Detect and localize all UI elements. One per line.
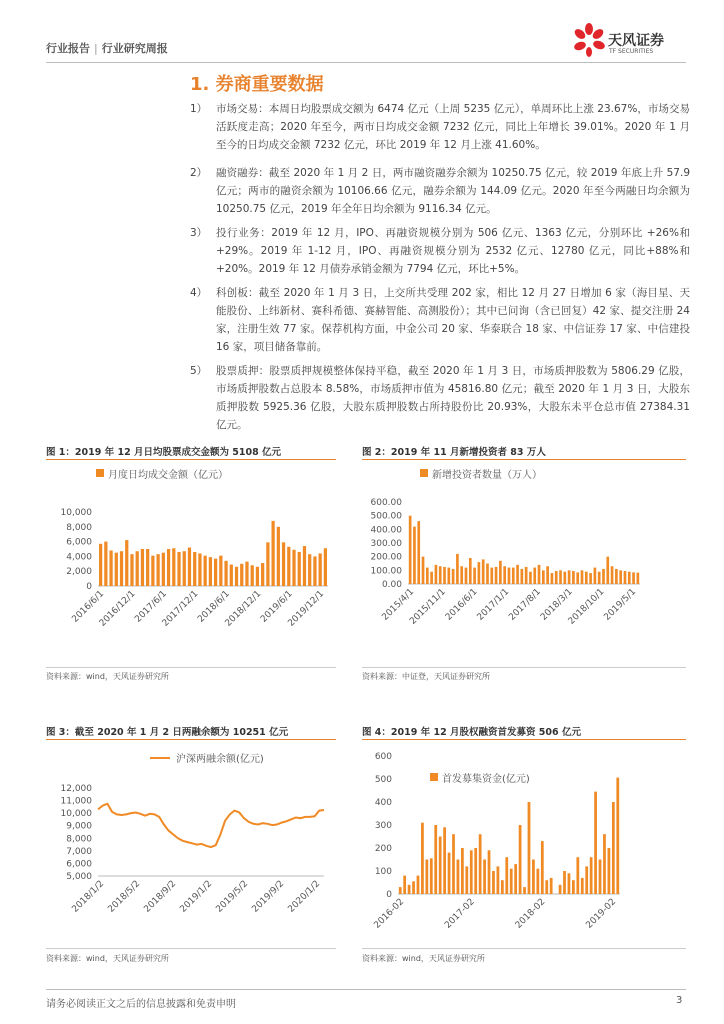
bar (563, 871, 566, 894)
bar (473, 568, 476, 584)
bar (568, 570, 571, 584)
x-tick-label: 2018/6/1 (196, 589, 232, 625)
figure-1-title-rule (46, 459, 336, 460)
bar (611, 566, 614, 584)
bar (628, 572, 631, 584)
bar (598, 572, 601, 584)
bar (521, 569, 524, 584)
bar (590, 857, 593, 894)
bar (430, 858, 433, 894)
brand-name-en: TF SECURITIES (609, 48, 654, 55)
footer-disclaimer: 请务必阅读正文之后的信息披露和免责申明 (46, 999, 236, 1010)
figure-2-source: 资料来源：中证登，天风证券研究所 (362, 672, 490, 681)
bar (448, 853, 451, 894)
bar (303, 546, 306, 586)
legend-swatch (420, 469, 428, 477)
bar (581, 878, 584, 894)
bar (313, 556, 316, 586)
bar (460, 566, 463, 584)
bar (245, 562, 248, 586)
bar (435, 565, 438, 584)
bar (637, 573, 640, 584)
bar (443, 827, 446, 894)
bar (120, 551, 123, 586)
paragraph-number: 2） (190, 167, 208, 179)
x-tick-label: 2019/5/1 (602, 587, 639, 623)
bar (572, 880, 575, 894)
y-tick-label: 500 (374, 775, 392, 785)
bar (585, 866, 588, 894)
header-breadcrumb (46, 40, 168, 56)
figure-4-chart (362, 742, 686, 950)
y-tick-label: 0.00 (381, 580, 402, 590)
bar (417, 521, 420, 584)
bar (426, 568, 429, 584)
bar (533, 568, 536, 584)
bar (499, 561, 502, 584)
bar (235, 567, 238, 586)
x-tick-label: 2019/9/2 (250, 879, 287, 915)
x-tick-label: 2019/6/1 (259, 589, 295, 625)
bar (308, 554, 311, 586)
bar (99, 544, 102, 586)
page-number: 3 (676, 995, 683, 1006)
bar (256, 567, 259, 586)
bar (482, 559, 485, 584)
figure-3-title-rule (46, 739, 336, 740)
figure-1-bottom-rule (46, 667, 336, 668)
paragraph-star-market (190, 284, 690, 356)
bar (519, 825, 522, 894)
y-tick-label: 8,000 (66, 522, 92, 533)
bar (546, 566, 549, 584)
y-tick-label: 600.00 (370, 498, 402, 508)
bar (538, 565, 541, 584)
bar (167, 549, 170, 586)
bar (602, 569, 605, 584)
x-tick-label: 2018-02 (513, 897, 548, 931)
bar (292, 550, 295, 586)
bar (443, 567, 446, 584)
bar (439, 566, 442, 584)
bar (559, 885, 562, 894)
bar (508, 568, 511, 584)
figure-2-bottom-rule (362, 667, 686, 668)
bar (417, 876, 420, 894)
paragraph-text: 投行业务：2019 年 12 月，IPO、再融资规模分别为 506 亿元、1363 亿元，分别环比 +26%和+29%。2019 年 1-12 月，IPO、再融资规模分别为 2532 亿元、12780 亿元，同比+88%和+20%。2019 年 12 月债券承销金额为 7794 亿元，环比+5%。 (216, 227, 690, 275)
bar (529, 572, 532, 584)
bar (282, 542, 285, 586)
bar (209, 557, 212, 586)
y-tick-label: 200 (374, 844, 392, 854)
bar (599, 860, 602, 895)
header-separator: | (94, 42, 98, 55)
x-tick-label: 2017/1/1 (475, 587, 512, 623)
x-tick-label: 2020/1/2 (286, 879, 323, 915)
figure-3-chart (46, 742, 336, 950)
y-tick-label: 5,000 (66, 872, 92, 882)
y-tick-label: 100.00 (370, 566, 402, 577)
bar (616, 778, 619, 894)
bar (151, 556, 154, 586)
y-tick-label: 400.00 (370, 525, 402, 536)
bar (555, 571, 558, 584)
bar (594, 792, 597, 894)
paragraph-market-trading (190, 100, 690, 154)
x-tick-label: 2018/12/1 (223, 589, 264, 629)
bar (425, 860, 428, 895)
bar (510, 869, 513, 894)
paragraph-text: 科创板：截至 2020 年 1 月 3 日，上交所共受理 202 家，相比 12 月 27 日增加 6 家（海目星、天能股份、上纬新材、赛科希德、赛赫智能、高测股份）；其中已问询（含已回复）42 家、提交注册 24 家，注册生效 77 家。保荐机构方面，中金公司 20 家、华泰联合 18 家、中信证券 17 家、中信建投 16 家，项目储备靠前。 (216, 287, 690, 353)
bar (439, 837, 442, 895)
bar (277, 527, 280, 586)
bar (606, 557, 609, 584)
bar (224, 561, 227, 586)
figure-2-title-rule (362, 459, 686, 460)
bar (452, 834, 455, 894)
bar (632, 572, 635, 584)
bar (624, 571, 627, 584)
bar (172, 548, 175, 586)
paragraph-number: 1） (190, 103, 208, 115)
series-line (98, 804, 324, 847)
bar (479, 834, 482, 894)
bar (403, 876, 406, 894)
bar (461, 848, 464, 894)
bar (528, 802, 531, 894)
x-tick-label: 2019/12/1 (286, 589, 327, 629)
y-tick-label: 6,000 (66, 859, 92, 870)
bar (492, 871, 495, 894)
bar (413, 527, 416, 584)
legend-label: 沪深两融余额(亿元) (176, 754, 264, 765)
bar (430, 572, 433, 584)
y-tick-label: 11,000 (60, 796, 92, 807)
bar (469, 558, 472, 584)
bar (532, 860, 535, 895)
bar (156, 554, 159, 586)
bar (478, 562, 481, 584)
bar (559, 570, 562, 584)
figure-3-bottom-rule (46, 948, 336, 949)
bar (497, 866, 500, 894)
bar (412, 881, 415, 894)
x-tick-label: 2018/3/1 (539, 587, 575, 623)
x-tick-label: 2018/5/2 (106, 879, 143, 915)
figure-2-chart (362, 462, 686, 672)
bar (214, 559, 217, 586)
bar (130, 554, 133, 586)
figure-1-source: 资料来源：wind，天风证券研究所 (46, 672, 169, 681)
paragraph-number: 5） (190, 365, 208, 377)
bar (193, 552, 196, 586)
x-tick-label: 2016-02 (372, 897, 407, 931)
y-tick-label: 400 (374, 798, 392, 808)
y-tick-label: 4,000 (66, 552, 92, 563)
paragraph-number: 4） (190, 287, 208, 299)
bar (572, 571, 575, 584)
bar (465, 568, 468, 584)
y-tick-label: 10,000 (60, 809, 92, 820)
y-tick-label: 300 (374, 821, 392, 831)
bar (615, 569, 618, 584)
bar (298, 552, 301, 586)
y-tick-label: 6,000 (66, 537, 92, 548)
header-subcategory: 行业研究周报 (101, 42, 168, 55)
footer-divider (46, 989, 686, 990)
legend-swatch (430, 773, 438, 781)
bar (183, 551, 186, 586)
bar (474, 848, 477, 894)
legend-label: 新增投资者数量（万人） (432, 470, 542, 481)
bar (399, 887, 402, 894)
y-tick-label: 9,000 (66, 821, 92, 832)
y-tick-label: 0 (86, 582, 92, 592)
bar (324, 548, 327, 586)
bar (589, 573, 592, 584)
y-tick-label: 7,000 (66, 846, 92, 857)
bar (483, 860, 486, 895)
bar (198, 553, 201, 586)
header-category: 行业报告 (46, 42, 90, 55)
bar (115, 553, 118, 586)
bar (230, 565, 233, 586)
bar (447, 568, 450, 584)
bar (421, 823, 424, 894)
x-tick-label: 2017-02 (443, 897, 477, 931)
bar (457, 860, 460, 895)
figure-1-chart (46, 462, 336, 672)
bar (608, 848, 611, 894)
bar (104, 542, 107, 586)
bar (550, 878, 553, 894)
bar (271, 521, 274, 586)
bar (619, 570, 622, 584)
bar (188, 548, 191, 586)
bar (525, 567, 528, 584)
x-tick-label: 2019/5/2 (214, 879, 251, 915)
figure-4-bottom-rule (362, 948, 686, 949)
paragraph-text: 融资融券：截至 2020 年 1 月 2 日，两市融资融券余额为 10250.75 亿元，较 2019 年底上升 57.9 亿元；两市的融资余额为 10106.66 亿元，融券余额为 144.09 亿元。2020 年至今两融日均余额为 10250.75 亿元，2019 年全年日均余额为 9116.34 亿元。 (216, 167, 690, 215)
x-tick-label: 2015/4/1 (380, 587, 417, 623)
bar (319, 553, 322, 586)
bar (545, 880, 548, 894)
x-tick-label: 2017/8/1 (507, 587, 543, 623)
bar (456, 554, 459, 584)
paragraph-text: 股票质押：股票质押规模整体保持平稳，截至 2020 年 1 月 3 日，市场质押股数为 5806.29 亿股，市场质押股数占总股本 8.58%，市场质押市值为 45816.80 亿元；截至 2020 年 1 月 3 日，大股东质押股数 5925.36 亿股，大股东质押股数占所持股份比 20.93%，大股东未平仓总市值 27384.31 亿元。 (216, 365, 690, 431)
bar (162, 553, 165, 586)
figure-3-title: 图 3：截至 2020 年 1 月 2 日两融余额为 10251 亿元 (46, 727, 289, 738)
bar (261, 563, 264, 586)
bar (146, 549, 149, 586)
bar (512, 568, 515, 584)
x-tick-label: 2018/9/2 (142, 879, 179, 915)
bar (523, 887, 526, 894)
bar (542, 570, 545, 584)
x-tick-label: 2016/12/1 (97, 589, 138, 629)
figure-2-title: 图 2：2019 年 11 月新增投资者 83 万人 (362, 447, 546, 458)
x-tick-label: 2017/12/1 (160, 589, 201, 629)
x-tick-label: 2018/10/1 (566, 587, 607, 627)
paragraph-text: 市场交易：本周日均股票成交额为 6474 亿元（上周 5235 亿元），单周环比上涨 23.67%，市场交易活跃度走高；2020 年至今，两市日均成交金额 7232 亿元，同比上年增长 39.01%。2020 年 1 月至今的日均成交金额 7232 亿元，环比 2019 年 12 月上涨 41.60%。 (216, 103, 690, 151)
bar (422, 557, 425, 584)
bar (576, 857, 579, 894)
bar (251, 565, 254, 586)
bar (516, 565, 519, 584)
bar (141, 549, 144, 586)
x-tick-label: 2018/1/2 (70, 879, 107, 915)
figure-3-source: 资料来源：wind，天风证券研究所 (46, 954, 169, 963)
bar (603, 834, 606, 894)
y-tick-label: 600 (374, 752, 392, 762)
bar (495, 567, 498, 584)
bar (488, 850, 491, 894)
y-tick-label: 200.00 (370, 552, 402, 563)
bar (219, 556, 222, 586)
bar (585, 572, 588, 584)
bar (551, 573, 554, 584)
x-tick-label: 2019/1/2 (178, 879, 215, 915)
x-tick-label: 2015/11/1 (408, 587, 448, 627)
bar (486, 564, 489, 585)
bar (240, 564, 243, 586)
figure-4-source: 资料来源：wind，天风证券研究所 (362, 954, 485, 963)
figure-4-title: 图 4：2019 年 12 月股权融资首发募资 506 亿元 (362, 727, 581, 738)
legend-swatch (96, 469, 104, 477)
y-tick-label: 2,000 (66, 567, 92, 578)
brand-name: 天风证券 (608, 33, 664, 49)
paragraph-stock-pledge (190, 362, 690, 434)
bar (109, 550, 112, 586)
bar (541, 841, 544, 894)
bar (568, 873, 571, 894)
section-title: 1. 券商重要数据 (190, 74, 324, 95)
x-tick-label: 2016/6/1 (443, 587, 480, 623)
bar (505, 857, 508, 894)
x-tick-label: 2017/6/1 (133, 589, 169, 625)
bar (136, 551, 139, 586)
figure-4-title-rule (362, 739, 686, 740)
y-tick-label: 10,000 (60, 508, 92, 518)
x-tick-label: 2016/6/1 (70, 589, 107, 625)
bar (452, 569, 455, 584)
bar (409, 516, 412, 584)
bar (581, 570, 584, 584)
x-tick-label: 2019-02 (584, 897, 619, 931)
bar (408, 885, 411, 894)
bar (563, 572, 566, 584)
bar (503, 566, 506, 584)
bar (501, 880, 504, 894)
bar (470, 850, 473, 894)
legend-label: 首发募集资金(亿元) (442, 774, 530, 785)
paragraph-investment-banking (190, 224, 690, 278)
bar (177, 552, 180, 586)
y-tick-label: 8,000 (66, 834, 92, 845)
y-tick-label: 12,000 (60, 784, 92, 794)
y-tick-label: 500.00 (370, 511, 402, 522)
paragraph-margin-trading (190, 164, 690, 218)
bar (536, 869, 539, 894)
figure-1-title: 图 1：2019 年 12 月日均股票成交金额为 5108 亿元 (46, 447, 282, 458)
bar (514, 864, 517, 894)
paragraph-number: 3） (190, 227, 208, 239)
bar (125, 540, 128, 586)
bar (204, 556, 207, 586)
y-tick-label: 100 (374, 867, 392, 877)
bar (594, 568, 597, 584)
header-divider (46, 62, 686, 63)
bar (434, 825, 437, 894)
bar (266, 542, 269, 586)
bar (490, 568, 493, 584)
bar (465, 866, 468, 894)
y-tick-label: 0 (386, 890, 392, 900)
bar (576, 572, 579, 584)
legend-label: 月度日均成交金额（亿元） (108, 470, 228, 481)
y-tick-label: 300.00 (370, 539, 402, 549)
bar (612, 802, 615, 894)
bar (287, 547, 290, 586)
